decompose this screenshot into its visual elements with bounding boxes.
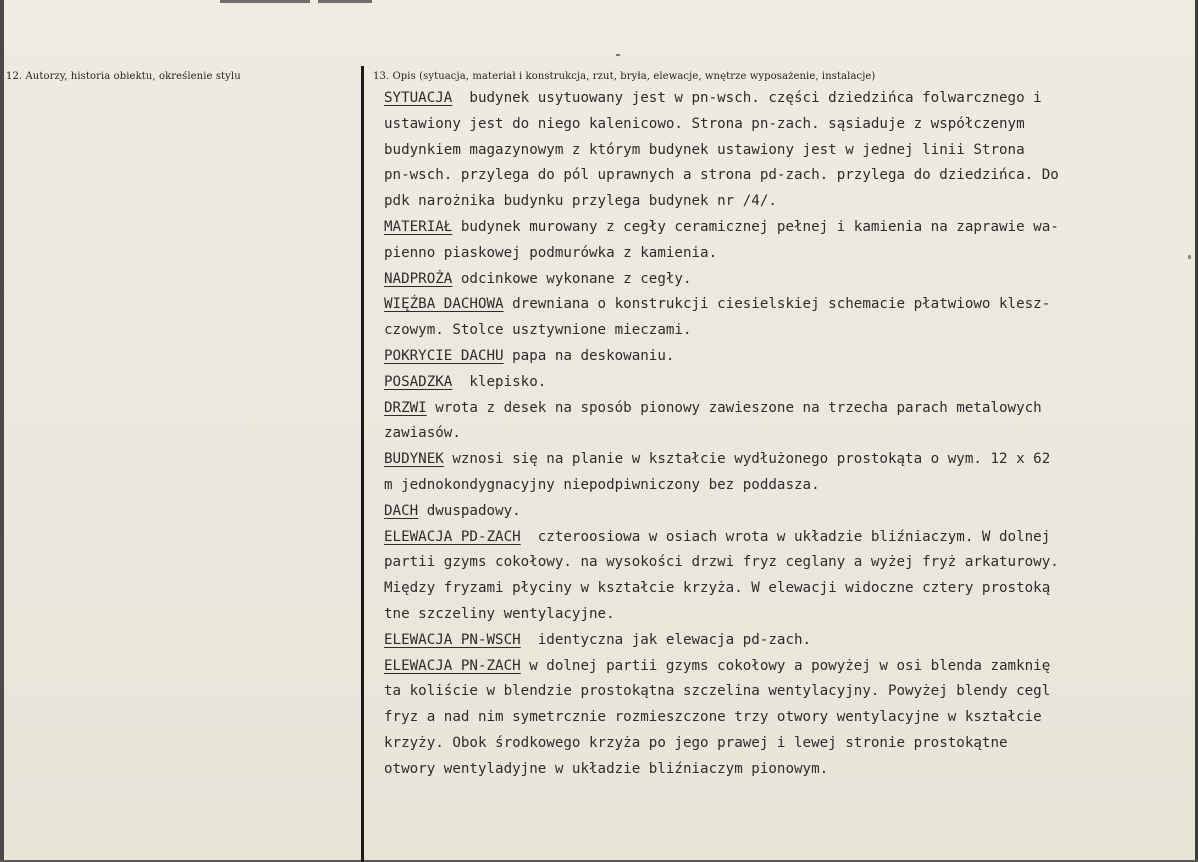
section-keyword: POKRYCIE DACHU bbox=[384, 347, 504, 364]
description-line bbox=[384, 731, 1196, 757]
description-line bbox=[384, 267, 1196, 293]
description-line bbox=[384, 189, 1196, 215]
line-text: wrota z desek na sposób pionowy zawieszone na trzecha parach metalowych bbox=[426, 399, 1042, 416]
section-keyword: DACH bbox=[384, 502, 419, 519]
field-12-label: 12. Autorzy, historia obiektu, określenie stylu bbox=[6, 71, 241, 82]
line-text: papa na deskowaniu. bbox=[503, 347, 675, 364]
left-page-edge bbox=[0, 0, 4, 862]
line-text: otwory wentyladyjne w układzie bliźniaczym pionowym. bbox=[384, 760, 829, 777]
section-keyword: BUDYNEK bbox=[384, 451, 444, 468]
description-line bbox=[384, 344, 1196, 370]
line-text: pn-wsch. przylega do pól uprawnych a strona pd-zach. przylega do dziedzińca. Do bbox=[384, 167, 1059, 184]
description-line bbox=[384, 163, 1196, 189]
line-text: partii gzyms cokołowy. na wysokości drzwi fryz ceglany a wyżej fryż arkaturowy. bbox=[384, 554, 1059, 571]
description-line bbox=[384, 241, 1196, 267]
field-13-label: 13. Opis (sytuacja, materiał i konstrukcja, rzut, bryła, elewacje, wnętrze wyposażenie, instalacje) bbox=[373, 71, 876, 82]
line-text: czowym. Stolce usztywnione mieczami. bbox=[384, 322, 692, 339]
section-keyword: WIĘŹBA DACHOWA bbox=[384, 296, 504, 313]
description-line bbox=[384, 318, 1196, 344]
description-line bbox=[384, 679, 1196, 705]
line-text: budynek murowany z cegły ceramicznej pełnej i kamienia na zaprawie wa- bbox=[452, 218, 1059, 235]
section-keyword: ELEWACJA PN-WSCH bbox=[384, 631, 521, 648]
description-line bbox=[384, 447, 1196, 473]
ink-dot bbox=[616, 54, 620, 56]
description-line bbox=[384, 602, 1196, 628]
line-text: Między fryzami płyciny w kształcie krzyża. W elewacji widoczne cztery prostoką bbox=[384, 580, 1051, 597]
line-text: pienno piaskowej podmurówka z kamienia. bbox=[384, 244, 718, 261]
description-line bbox=[384, 421, 1196, 447]
description-text bbox=[384, 86, 1196, 783]
line-text: drewniana o konstrukcji ciesielskiej schemacie płatwiowo klesz- bbox=[503, 296, 1051, 313]
line-text: krzyży. Obok środkowego krzyża po jego prawej i lewej stronie prostokątne bbox=[384, 734, 1008, 751]
description-line bbox=[384, 654, 1196, 680]
description-line bbox=[384, 473, 1196, 499]
line-text: w dolnej partii gzyms cokołowy a powyżej w osi blenda zamknię bbox=[520, 657, 1051, 674]
section-keyword: MATERIAŁ bbox=[384, 218, 453, 235]
line-text: identyczna jak elewacja pd-zach. bbox=[520, 631, 812, 648]
line-text: czteroosiowa w osiach wrota w układzie bliźniaczym. W dolnej bbox=[520, 528, 1051, 545]
description-line bbox=[384, 550, 1196, 576]
description-line bbox=[384, 499, 1196, 525]
line-text: m jednokondygnacyjny niepodpiwniczony bez poddasza. bbox=[384, 476, 820, 493]
column-divider bbox=[361, 66, 364, 862]
description-line bbox=[384, 396, 1196, 422]
description-line bbox=[384, 138, 1196, 164]
description-line bbox=[384, 86, 1196, 112]
description-line bbox=[384, 112, 1196, 138]
top-edge-mark bbox=[318, 0, 372, 3]
line-text: budynkiem magazynowym z którym budynek ustawiony jest w jednej linii Strona bbox=[384, 141, 1025, 158]
line-text: budynek usytuowany jest w pn-wsch. części dziedzińca folwarcznego i bbox=[452, 90, 1042, 106]
section-keyword: POSADZKA bbox=[384, 373, 453, 390]
section-keyword: DRZWI bbox=[384, 399, 427, 416]
line-text: pdk narożnika budynku przylega budynek nr /4/. bbox=[384, 193, 777, 210]
line-text: ta koliście w blendzie prostokątna szczelina wentylacyjny. Powyżej blendy cegl bbox=[384, 683, 1051, 700]
line-text: tne szczeliny wentylacyjne. bbox=[384, 605, 615, 622]
description-line bbox=[384, 705, 1196, 731]
line-text: dwuspadowy. bbox=[418, 502, 521, 519]
line-text: klepisko. bbox=[452, 373, 547, 390]
section-keyword: NADPROŻA bbox=[384, 270, 453, 287]
line-text: zawiasów. bbox=[384, 425, 461, 442]
top-edge-mark bbox=[220, 0, 310, 3]
section-keyword: ELEWACJA PD-ZACH bbox=[384, 528, 521, 545]
section-keyword: SYTUACJA bbox=[384, 90, 453, 106]
line-text: wznosi się na planie w kształcie wydłużonego prostokąta o wym. 12 x 62 bbox=[443, 451, 1051, 468]
description-line bbox=[384, 370, 1196, 396]
description-line bbox=[384, 525, 1196, 551]
line-text: ustawiony jest do niego kalenicowo. Strona pn-zach. sąsiaduje z współczenym bbox=[384, 115, 1025, 132]
description-line bbox=[384, 292, 1196, 318]
line-text: fryz a nad nim symetrcznie rozmieszczone trzy otwory wentylacyjne w kształcie bbox=[384, 709, 1042, 726]
line-text: odcinkowe wykonane z cegły. bbox=[452, 270, 692, 287]
section-keyword: ELEWACJA PN-ZACH bbox=[384, 657, 521, 674]
description-line bbox=[384, 757, 1196, 783]
description-line bbox=[384, 215, 1196, 241]
description-line bbox=[384, 576, 1196, 602]
description-line bbox=[384, 628, 1196, 654]
